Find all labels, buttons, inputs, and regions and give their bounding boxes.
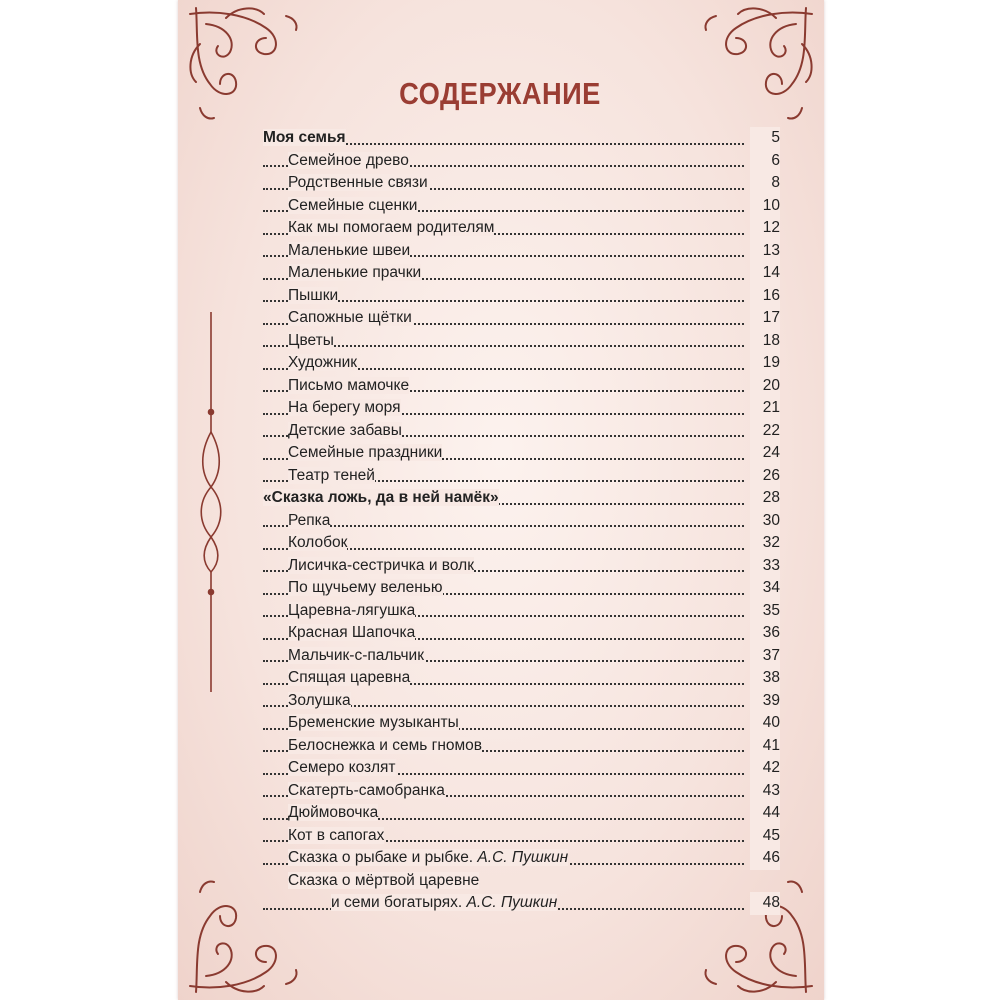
- toc-page-number: 48: [750, 892, 780, 915]
- toc-item[interactable]: [263, 330, 780, 353]
- toc-item[interactable]: [263, 802, 780, 825]
- toc-entry-text: Сказка о мёртвой царевне: [288, 871, 480, 889]
- toc-entry-text: Сапожные щётки: [288, 309, 412, 326]
- toc-entry-text: и семи богатырях.: [331, 894, 463, 911]
- toc-entry-label: [288, 264, 423, 281]
- toc-entry-label: [288, 669, 412, 686]
- toc-page-number: 42: [750, 757, 780, 780]
- toc-item[interactable]: [263, 442, 780, 465]
- toc-entry-text: Маленькие прачки: [288, 264, 422, 281]
- toc-item[interactable]: [263, 150, 780, 173]
- toc-item[interactable]: [263, 667, 780, 690]
- toc-item-line1[interactable]: [263, 870, 780, 893]
- toc-page-number: 38: [750, 667, 780, 690]
- toc-entry-text: Кот в сапогах: [288, 826, 385, 844]
- toc-entry-text: На берегу моря: [288, 399, 401, 416]
- toc-page-number: 6: [750, 150, 780, 173]
- toc-entry-label: [288, 287, 340, 304]
- toc-page-number: 20: [750, 375, 780, 398]
- toc-item[interactable]: [263, 307, 780, 330]
- toc-page-number: 13: [750, 240, 780, 263]
- toc-entry-text: Родственные связи: [288, 174, 428, 191]
- toc-page-number: 22: [750, 420, 780, 443]
- toc-entry-label: [288, 804, 380, 821]
- leader-dots: [263, 525, 744, 527]
- toc-entry-label: [288, 219, 496, 236]
- toc-entry-text: Семейные сценки: [288, 196, 418, 214]
- toc-entry-text: Семейные праздники: [288, 444, 443, 461]
- toc-page-number: 46: [750, 847, 780, 870]
- toc-page-number: 33: [750, 555, 780, 578]
- toc-item[interactable]: [263, 892, 780, 915]
- toc-page-number: 10: [750, 195, 780, 218]
- toc-entry-label: [288, 759, 398, 776]
- toc-page-number: 44: [750, 802, 780, 825]
- toc-entry-label: [288, 624, 417, 641]
- toc-item[interactable]: [263, 195, 780, 218]
- toc-item[interactable]: [263, 690, 780, 713]
- toc-entry-label: [263, 489, 501, 506]
- toc-entry-label: [288, 534, 349, 551]
- toc-entry-label: [288, 174, 430, 191]
- toc-item[interactable]: [263, 397, 780, 420]
- toc-item[interactable]: [263, 172, 780, 195]
- toc-entry-text: Сказка о рыбаке и рыбке.: [288, 849, 474, 866]
- toc-entry-text: Красная Шапочка: [288, 624, 416, 641]
- toc-entry-text: «Сказка ложь, да в ней намёк»: [263, 489, 499, 506]
- toc-item[interactable]: [263, 375, 780, 398]
- toc-entry-label: [288, 692, 353, 709]
- toc-entry-text: Белоснежка и семь гномов: [288, 736, 483, 754]
- toc-page-number: 28: [750, 487, 780, 510]
- toc-entry-text: Письмо мамочке: [288, 376, 410, 394]
- toc-entry-text: Бременские музыканты: [288, 714, 459, 731]
- toc-entry-label: [263, 894, 559, 911]
- toc-item[interactable]: [263, 577, 780, 600]
- toc-entry-author: А.С. Пушкин: [473, 849, 569, 866]
- toc-item[interactable]: [263, 285, 780, 308]
- toc-item[interactable]: [263, 600, 780, 623]
- toc-page-number: 40: [750, 712, 780, 735]
- toc-item[interactable]: [263, 240, 780, 263]
- toc-entry-text: Лисичка-сестричка и волк: [288, 556, 474, 574]
- table-of-contents: [263, 127, 780, 915]
- toc-item[interactable]: [263, 217, 780, 240]
- toc-item[interactable]: [263, 352, 780, 375]
- toc-entry-text: Пышки: [288, 286, 339, 304]
- toc-entry-label: [288, 512, 332, 529]
- toc-entry-label: [288, 309, 414, 326]
- toc-entry-label: [288, 557, 476, 574]
- toc-item[interactable]: [263, 510, 780, 533]
- toc-page-number: 37: [750, 645, 780, 668]
- side-ornament: [196, 312, 226, 692]
- page-title: СОДЕРЖАНИЕ: [399, 76, 601, 111]
- toc-entry-label: [288, 647, 426, 664]
- toc-entry-text: Художник: [288, 354, 358, 371]
- toc-entry-author: А.С. Пушкин: [462, 894, 558, 911]
- toc-entry-label: [288, 849, 570, 866]
- toc-entry-text: По щучьему веленью: [288, 579, 443, 596]
- toc-entry-label: [288, 602, 417, 619]
- toc-page-number: 36: [750, 622, 780, 645]
- toc-entry-label: [288, 399, 403, 416]
- toc-item[interactable]: [263, 645, 780, 668]
- toc-entry-text: Маленькие швеи: [288, 241, 411, 259]
- toc-entry-label: [288, 714, 461, 731]
- toc-item[interactable]: [263, 780, 780, 803]
- toc-item[interactable]: [263, 757, 780, 780]
- toc-item[interactable]: [263, 262, 780, 285]
- toc-page-number: 39: [750, 690, 780, 713]
- toc-entry-text: Детские забавы: [288, 421, 402, 439]
- toc-item[interactable]: [263, 465, 780, 488]
- toc-page-number: 32: [750, 532, 780, 555]
- toc-page-number: 30: [750, 510, 780, 533]
- toc-page-number: 14: [750, 262, 780, 285]
- toc-page-number: 21: [750, 397, 780, 420]
- toc-entry-label: [288, 242, 412, 259]
- toc-entry-label: [263, 129, 348, 146]
- toc-item[interactable]: [263, 735, 780, 758]
- toc-entry-label: [288, 197, 419, 214]
- toc-page-number: 41: [750, 735, 780, 758]
- corner-ornament-top-left: [186, 4, 306, 134]
- toc-page-number: 12: [750, 217, 780, 240]
- toc-entry-text: Репка: [288, 511, 331, 529]
- toc-entry-text: Дюймовочка: [288, 804, 379, 821]
- toc-entry-label: [288, 737, 484, 754]
- toc-page-number: 34: [750, 577, 780, 600]
- toc-entry-text: Семеро козлят: [288, 759, 396, 776]
- toc-entry-label: [288, 827, 386, 844]
- toc-page-number: 16: [750, 285, 780, 308]
- toc-page-number: 8: [750, 172, 780, 195]
- toc-item[interactable]: [263, 555, 780, 578]
- toc-entry-label: [288, 444, 444, 461]
- toc-item[interactable]: [263, 825, 780, 848]
- toc-page-number: 19: [750, 352, 780, 375]
- toc-item[interactable]: [263, 712, 780, 735]
- toc-entry-text: Моя семья: [263, 129, 346, 146]
- toc-item[interactable]: [263, 622, 780, 645]
- toc-entry-label: [288, 579, 445, 596]
- toc-page-number: 17: [750, 307, 780, 330]
- toc-entry-label: [288, 332, 336, 349]
- toc-entry-label: [288, 782, 447, 799]
- toc-entry-text: Золушка: [288, 691, 351, 709]
- toc-entry-text: Царевна-лягушка: [288, 601, 416, 619]
- toc-entry-text: Как мы помогаем родителям: [288, 219, 495, 236]
- toc-page-number: 18: [750, 330, 780, 353]
- corner-ornament-top-right: [696, 4, 816, 134]
- toc-item[interactable]: [263, 847, 780, 870]
- toc-page-number: 45: [750, 825, 780, 848]
- toc-entry-label: [288, 467, 377, 484]
- toc-item[interactable]: [263, 420, 780, 443]
- toc-page-number: 35: [750, 600, 780, 623]
- toc-entry-text: Театр теней: [288, 466, 375, 484]
- toc-entry-text: Скатерть-самобранка: [288, 781, 445, 799]
- toc-entry-text: Колобок: [288, 534, 348, 551]
- toc-page-number: 43: [750, 780, 780, 803]
- toc-section[interactable]: [263, 487, 780, 510]
- toc-entry-label: [288, 377, 411, 394]
- toc-page-number: 26: [750, 465, 780, 488]
- toc-entry-label: [288, 354, 359, 371]
- toc-item[interactable]: [263, 532, 780, 555]
- toc-entry-label: [288, 422, 404, 439]
- toc-entry-text: Семейное древо: [288, 151, 409, 169]
- toc-page-number: 24: [750, 442, 780, 465]
- toc-section[interactable]: [263, 127, 780, 150]
- toc-entry-text: Цветы: [288, 331, 334, 349]
- toc-page-number: 5: [750, 127, 780, 150]
- toc-entry-label: [288, 152, 411, 169]
- toc-entry-text: Спящая царевна: [288, 669, 411, 686]
- toc-entry-text: Мальчик-с-пальчик: [288, 646, 424, 664]
